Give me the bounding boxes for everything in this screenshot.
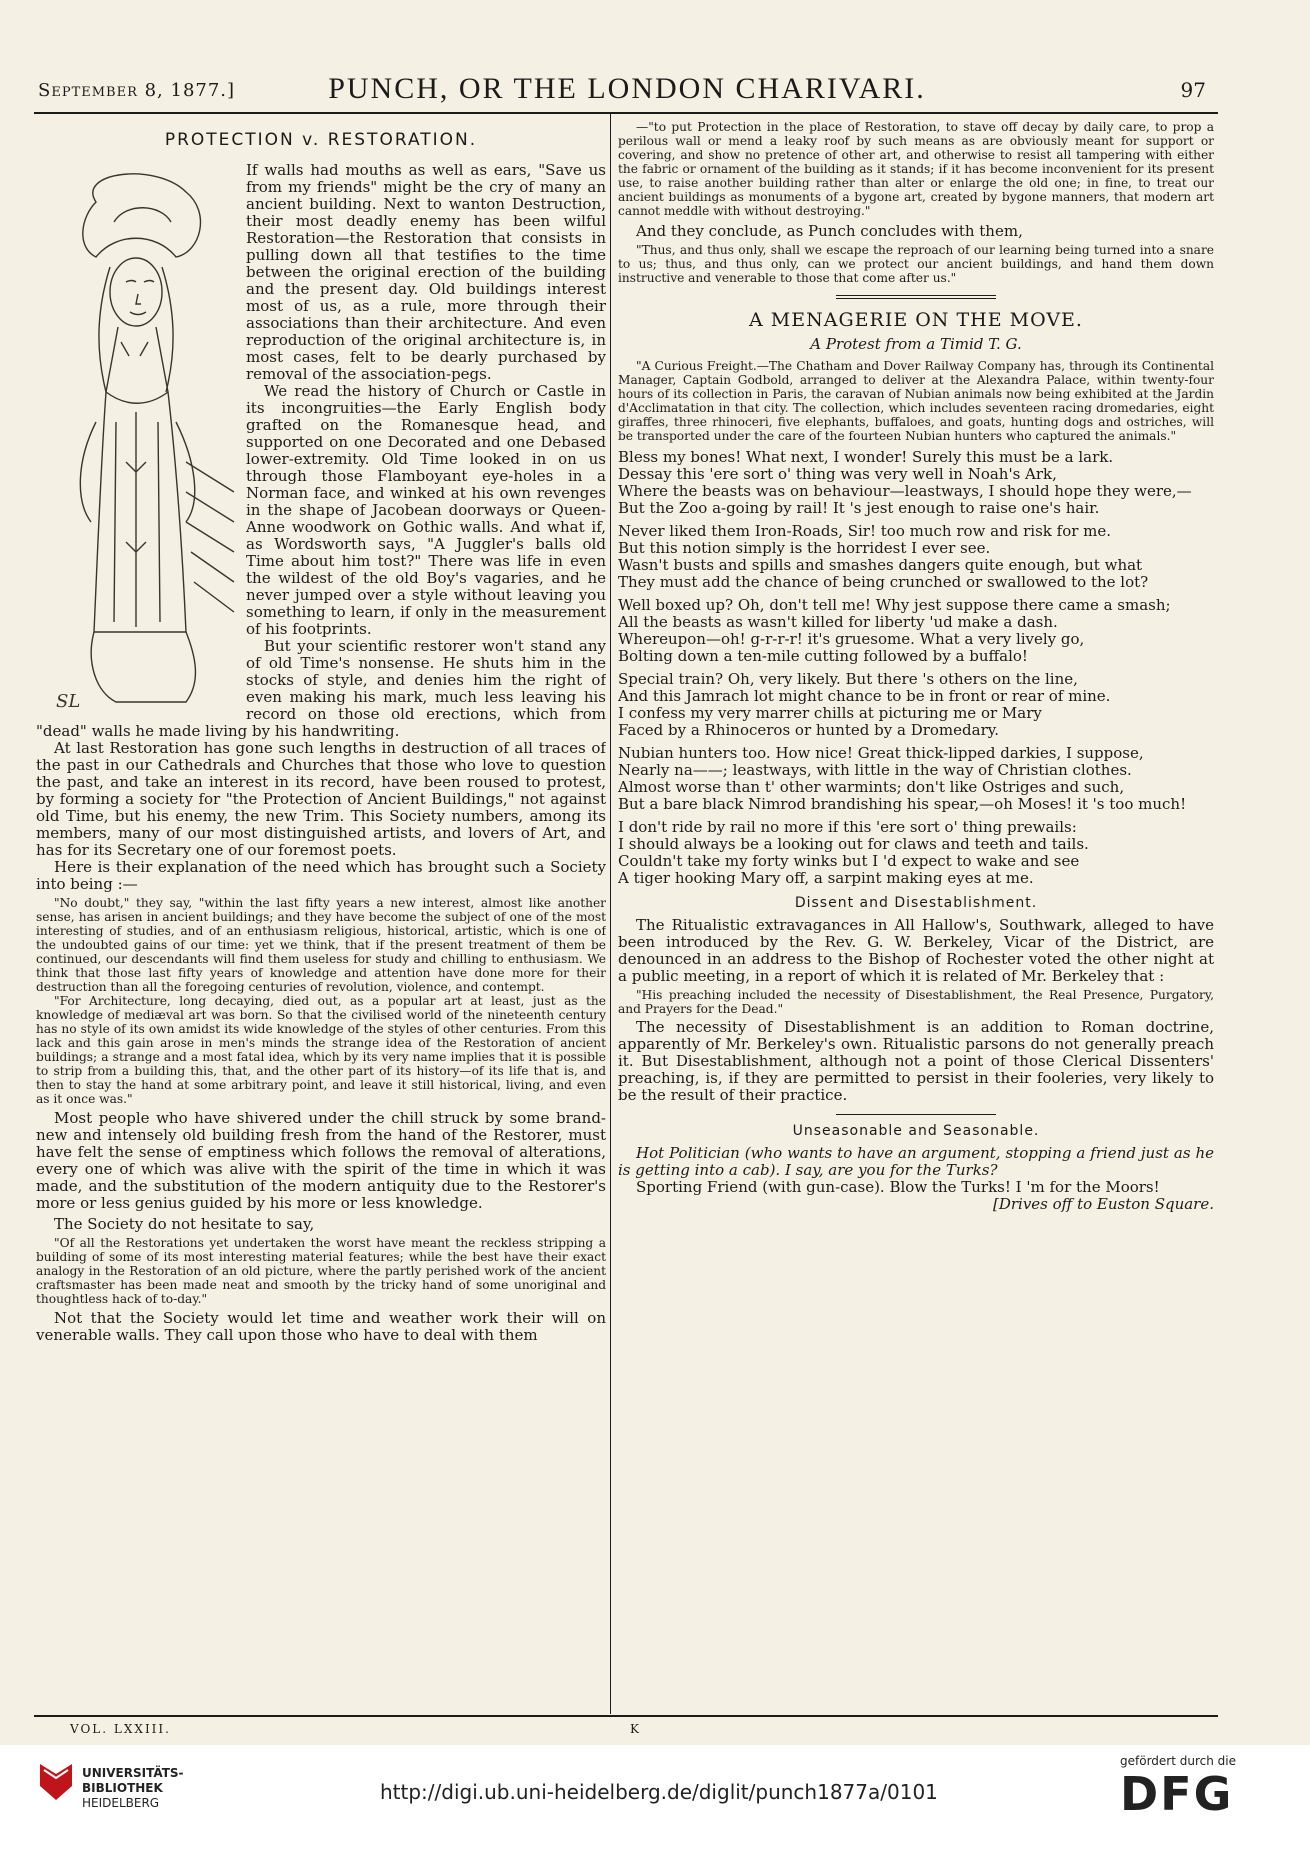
right-column bbox=[618, 120, 1214, 1710]
society-quote-4: —"to put Protection in the place of Restoration, to stave off decay by daily care, to prop a perilous wall or mend a leaky roof by such means as are obviously meant for support or covering, and show no pretence of other art, and otherwise to resist all tampering with either the fabric or ornament of the building as it stands; if it has become inconvenient for its present use, to raise another building rather than alter or enlarge the old one; in fine, to treat our ancient buildings as monuments of a bygone art, created by bygone manners, that modern art cannot meddle with without destroying." bbox=[618, 120, 1214, 218]
library-name-line: HEIDELBERG bbox=[82, 1796, 160, 1810]
poem-line: Bolting down a ten-mile cutting followed by a buffalo! bbox=[618, 647, 1028, 665]
woman-figure-illustration bbox=[36, 162, 236, 722]
protection-paragraph-1: If walls had mouths as well as ears, "Save us from my friends" might be the cry of many an ancient building. Next to wanton Destruction, their most deadly enemy has been wilful Restoration—the Restoration that consists in pulling down all that testifies to the time between the original erection of the building and the present day. Old buildings interest most of us, as a rule, more through their associations than their architecture. And even reproduction of the original architecture is, in most cases, felt to be dearly purchased by removal of the association-pegs. bbox=[246, 161, 606, 383]
article-title-dissent: Dissent and Disestablishment. bbox=[794, 895, 1038, 911]
library-name-line: BIBLIOTHEK bbox=[82, 1781, 163, 1795]
poem-line: I should always be a looking out for claws and teeth and tails. bbox=[618, 835, 1089, 853]
poem-line: A tiger hooking Mary off, a sarpint making eyes at me. bbox=[618, 869, 1034, 887]
poem-line: Well boxed up? Oh, don't tell me! Why jest suppose there came a smash; bbox=[618, 596, 1171, 614]
protection-paragraph-7: The Society do not hesitate to say, bbox=[54, 1215, 315, 1233]
protection-paragraph-9: And they conclude, as Punch concludes with them, bbox=[636, 222, 1023, 240]
page-header bbox=[38, 72, 1216, 108]
footer-rule bbox=[34, 1715, 1218, 1717]
poem-line: All the beasts as wasn't killed for liberty 'ud make a dash. bbox=[618, 613, 1058, 631]
poem-stanza bbox=[618, 745, 1214, 813]
left-column bbox=[36, 120, 606, 1710]
section-separator bbox=[836, 295, 996, 296]
poem-line: Couldn't take my forty winks but I 'd expect to wake and see bbox=[618, 852, 1080, 870]
dfg-funding-logo[interactable] bbox=[1120, 1754, 1236, 1820]
poem-stanza bbox=[618, 449, 1214, 517]
dissent-quote: "His preaching included the necessity of Disestablishment, the Real Presence, Purgatory, and Prayers for the Dead." bbox=[618, 988, 1214, 1016]
protection-paragraph-5: Here is their explanation of the need which has brought such a Society into being :— bbox=[36, 858, 606, 893]
society-quote-2: "For Architecture, long decaying, died out, as a popular art at least, just as the knowledge of mediæval art was born. So that the civilised world of the nineteenth century has no style of its own amidst its wide knowledge of the styles of other centuries. From this lack and this gain arose in men's minds the strange idea of the Restoration of ancient buildings; a strange and a most fatal idea, which by its very name implies that it is possible to strip from a building this, that, and the other part of its history—of its life that is, and then to stay the hand at some arbitrary point, and leave it still historical, living, and even as it once was." bbox=[36, 994, 606, 1106]
poem-line: And this Jamrach lot might chance to be in front or rear of mine. bbox=[618, 687, 1111, 705]
library-name-line: UNIVERSITÄTS- bbox=[82, 1766, 184, 1780]
poem-stanza bbox=[618, 671, 1214, 739]
society-quote-5: "Thus, and thus only, shall we escape the reproach of our learning being turned into a snare to us; thus, and thus only, can we protect our ancient buildings, and hand them down instructive and venerable to those that come after us." bbox=[618, 243, 1214, 285]
illustration-drawing bbox=[36, 162, 236, 722]
article-title-protection: PROTECTION v. RESTORATION. bbox=[164, 130, 478, 150]
library-name bbox=[82, 1766, 184, 1811]
society-quote-1: "No doubt," they say, "within the last fifty years a new interest, almost like another sense, has arisen in ancient buildings; and they have become the subject of one of the most interesting of studies, and of an enthusiasm religious, historical, artistic, which is one of the undoubted gains of our time: yet we think, that if the present treatment of them be continued, our descendants will find them useless for study and chilling to enthusiasm. We think that those last fifty years of knowledge and attention have done more for their destruction than all the foregoing centuries of revolution, violence, and contempt. bbox=[36, 896, 606, 994]
poem-stanza bbox=[618, 597, 1214, 665]
issue-date: September 8, 1877.] bbox=[38, 80, 236, 101]
section-separator bbox=[836, 1114, 996, 1115]
poem-line: Whereupon—oh! g-r-r-r! it's gruesome. What a very lively go, bbox=[618, 630, 1085, 648]
source-url-link[interactable]: http://digi.ub.uni-heidelberg.de/diglit/punch1877a/0101 bbox=[380, 1780, 938, 1804]
signature-mark: K bbox=[630, 1722, 641, 1736]
seasonable-stage-direction: [Drives off to Euston Square. bbox=[992, 1195, 1214, 1213]
poem-line: But a bare black Nimrod brandishing his spear,—oh Moses! it 's too much! bbox=[618, 795, 1187, 813]
poem-line: Nearly na——; leastways, with little in the way of Christian clothes. bbox=[618, 761, 1132, 779]
university-library-logo[interactable] bbox=[36, 1760, 184, 1810]
society-quote-3: "Of all the Restorations yet undertaken the worst have meant the reckless stripping a building of some of its most interesting material features; while the best have their exact analogy in the Restoration of an old picture, where the partly perished work of the ancient craftsmaster has been made neat and smooth by the tricky hand of some unoriginal and thoughtless hack of to-day." bbox=[36, 1236, 606, 1306]
protection-paragraph-2: We read the history of Church or Castle in its incongruities—the Early English body grafted on the Romanesque head, and supported on one Decorated and one Debased lower-extremity. Old Time looked in on us through those Flamboyant eye-holes in a Norman face, and winked at his own revenges in the shape of Jacobean doorways or Queen-Anne woodwork on Gothic walls. And what if, as Wordsworth says, "A Juggler's balls old Time about him tost?" There was life in even the wildest of the old Boy's vagaries, and he never jumped over a style without leaving you something to learn, if only in the measurement of his footprints. bbox=[246, 382, 606, 638]
column-divider bbox=[610, 114, 611, 1714]
volume-number: VOL. LXXIII. bbox=[70, 1722, 171, 1736]
menagerie-news-quote: "A Curious Freight.—The Chatham and Dover Railway Company has, through its Continental Manager, Captain Godbold, arranged to deliver at the Alexandra Palace, within twenty-four hours of its collection in Paris, the caravan of Nubian animals now being exhibited at the Jardin d'Acclimatation in that city. The collection, which includes seventeen racing dromedaries, eight giraffes, three rhinoceri, five elephants, buffaloes, and goats, hunting dogs and ostriches, will be transported under the care of the fourteen Nubian hunters who captured the animals." bbox=[618, 359, 1214, 443]
seasonable-line-1: Hot Politician (who wants to have an argument, stopping a friend just as he is getting into a cab). I say, are you for the Turks? bbox=[618, 1144, 1214, 1179]
poem-line: I don't ride by rail no more if this 'ere sort o' thing prewails: bbox=[618, 818, 1077, 836]
library-emblem-icon bbox=[36, 1760, 76, 1804]
poem-line: Faced by a Rhinoceros or hunted by a Dromedary. bbox=[618, 721, 999, 739]
artist-monogram: SL bbox=[56, 691, 81, 712]
masthead-title: PUNCH, OR THE LONDON CHARIVARI. bbox=[328, 72, 926, 105]
poem-line: Almost worse than t' other warmints; don't like Ostriges and such, bbox=[618, 778, 1125, 796]
poem-line: Wasn't busts and spills and smashes dangers quite enough, but what bbox=[618, 556, 1143, 574]
poem-line: Never liked them Iron-Roads, Sir! too much row and risk for me. bbox=[618, 522, 1112, 540]
poem-line: But this notion simply is the horridest I ever see. bbox=[618, 539, 991, 557]
protection-paragraph-6: Most people who have shivered under the chill struck by some brand-new and intensely old building fresh from the hand of the Restorer, must have felt the sense of emptiness which follows the removal of alterations, every one of which was alive with the spirit of the time in which it was made, and the substitution of the modern antiquity due to the Restorer's more or less genius guided by his more or less knowledge. bbox=[36, 1109, 606, 1212]
dissent-paragraph-1: The Ritualistic extravagances in All Hallow's, Southwark, alleged to have been introduced by the Rev. G. W. Berkeley, Vicar of the District, are denounced in an address to the Bishop of Rochester voted the other night at a public meeting, in a report of which it is related of Mr. Berkeley that : bbox=[618, 916, 1214, 985]
funded-by-text: gefördert durch die bbox=[1120, 1754, 1236, 1768]
page-number: 97 bbox=[1180, 78, 1206, 102]
poem-stanza bbox=[618, 523, 1214, 591]
article-title-menagerie: A MENAGERIE ON THE MOVE. bbox=[749, 309, 1083, 331]
protection-paragraph-3: But your scientific restorer won't stand any of old Time's nonsense. He shuts him in the stocks of style, and denies him the right of even making his mark, much less leaving his record on those old erections, which from "dead" walls he made living by his handwriting. bbox=[36, 637, 606, 740]
protection-paragraph-8: Not that the Society would let time and weather work their will on venerable walls. They call upon those who have to deal with them bbox=[36, 1309, 606, 1344]
protection-paragraph-4: At last Restoration has gone such lengths in destruction of all traces of the past in our Cathedrals and Churches that those who love to question the past, and take an interest in its record, have been roused to protest, by forming a society for "the Protection of Ancient Buildings," not against old Time, but his enemy, the new Trim. This Society numbers, among its members, many of our most distinguished artists, and lovers of Art, and has for its Secretary one of our foremost poets. bbox=[36, 739, 606, 859]
menagerie-subtitle: A Protest from a Timid T. G. bbox=[810, 335, 1022, 353]
article-title-seasonable: Unseasonable and Seasonable. bbox=[792, 1123, 1040, 1139]
poem-stanza bbox=[618, 819, 1214, 887]
dissent-paragraph-2: The necessity of Disestablishment is an addition to Roman doctrine, apparently of Mr. Berkeley's own. Ritualistic parsons do not generally preach it. But Disestablishment, although not a point of those Clerical Dissenters' preaching, is, if they are permitted to persist in their fooleries, very likely to be the result of their practice. bbox=[618, 1018, 1214, 1104]
menagerie-poem bbox=[618, 449, 1214, 887]
poem-line: I confess my very marrer chills at picturing me or Mary bbox=[618, 704, 1042, 722]
poem-line: They must add the chance of being crunched or swallowed to the lot? bbox=[618, 573, 1149, 591]
section-separator bbox=[836, 298, 996, 299]
dfg-logo-text: DFG bbox=[1120, 1767, 1234, 1821]
poem-line: But the Zoo a-going by rail! It 's jest enough to raise one's hair. bbox=[618, 499, 1100, 517]
poem-line: Where the beasts was on behaviour—leastways, I should hope they were,— bbox=[618, 482, 1192, 500]
seasonable-line-2: Sporting Friend (with gun-case). Blow the Turks! I 'm for the Moors! bbox=[636, 1178, 1160, 1196]
poem-line: Dessay this 'ere sort o' thing was very well in Noah's Ark, bbox=[618, 465, 1057, 483]
poem-line: Nubian hunters too. How nice! Great thick-lipped darkies, I suppose, bbox=[618, 744, 1144, 762]
header-rule bbox=[34, 112, 1218, 114]
poem-line: Bless my bones! What next, I wonder! Surely this must be a lark. bbox=[618, 448, 1114, 466]
poem-line: Special train? Oh, very likely. But there 's others on the line, bbox=[618, 670, 1078, 688]
